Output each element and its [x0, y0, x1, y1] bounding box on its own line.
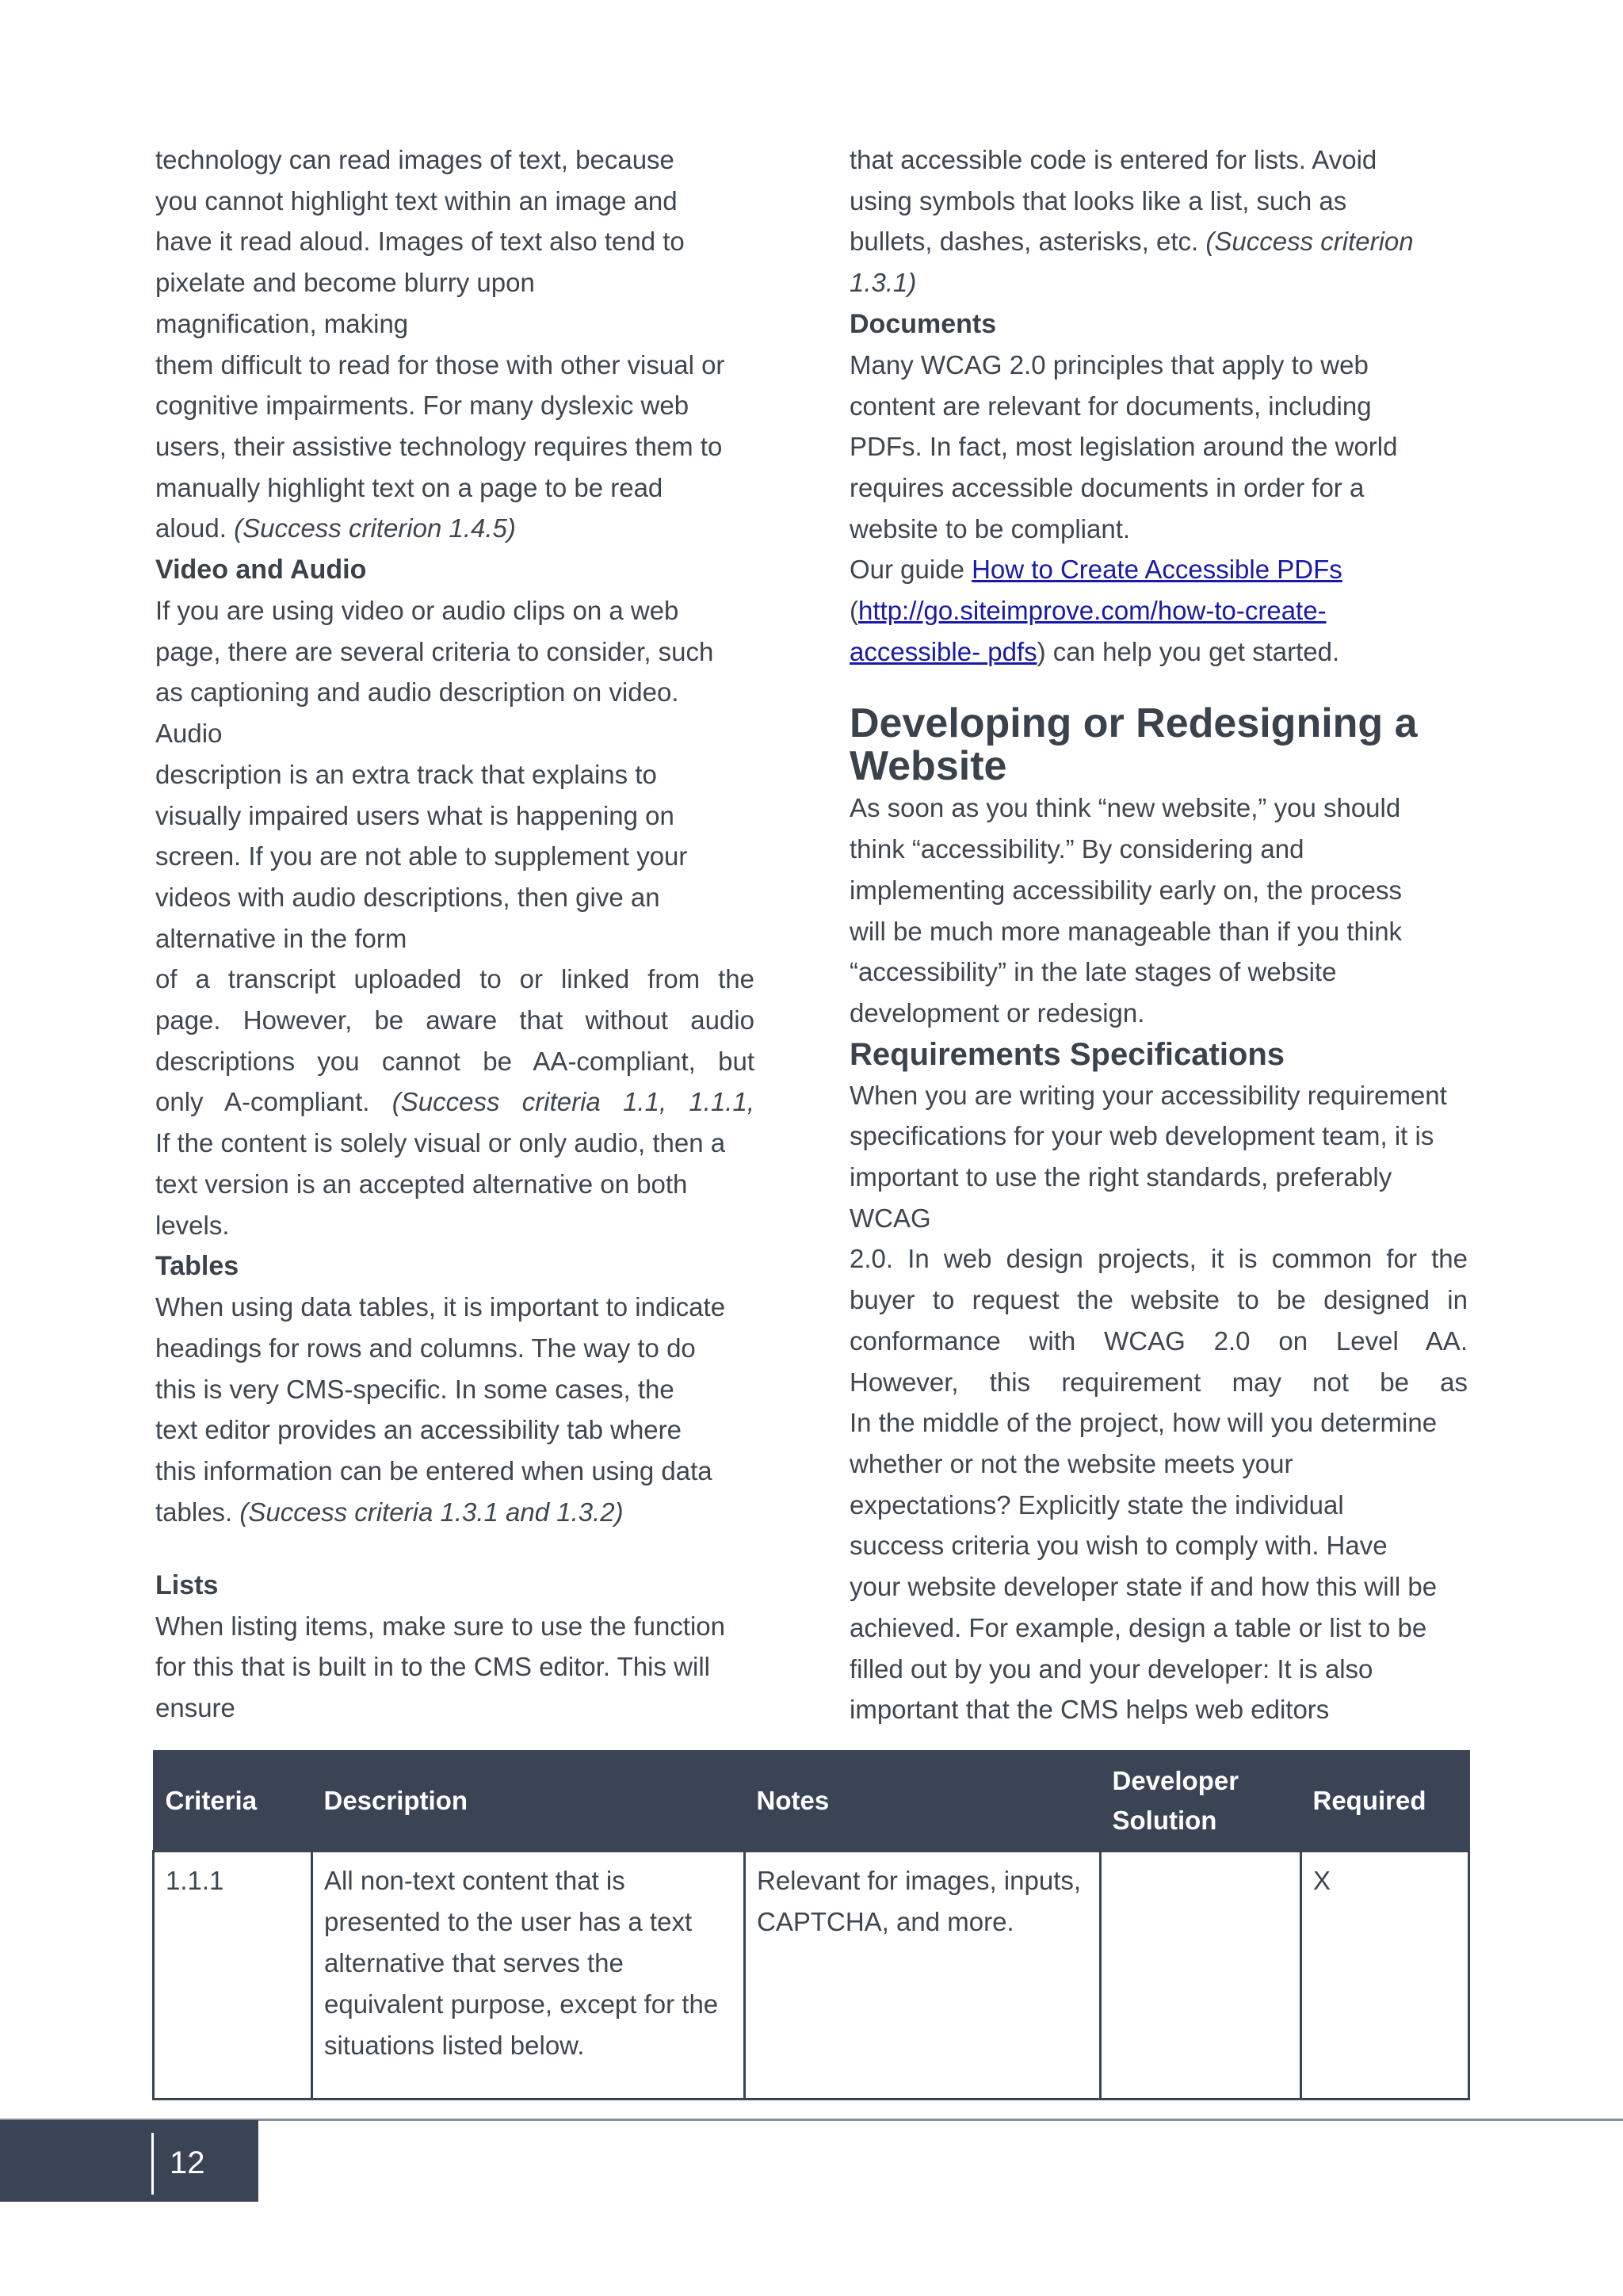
section-heading: Developing or Redesigning a Website — [850, 700, 1418, 790]
column-header-description: Description — [312, 1751, 745, 1852]
paragraph-tables — [155, 1287, 754, 1532]
text-line: alternative in the form — [155, 923, 407, 953]
table-row — [154, 1852, 1469, 2100]
text-line: If you are using video or audio clips on a web — [155, 596, 679, 626]
text-line: content are relevant for documents, including — [850, 391, 1372, 421]
text-line: specifications for your web development team, it is — [850, 1121, 1434, 1151]
text-line: PDFs. In fact, most legislation around the world — [850, 432, 1398, 462]
column-header-notes: Notes — [745, 1751, 1101, 1852]
cell-notes: Relevant for images, inputs, CAPTCHA, and more. — [745, 1852, 1101, 2100]
table-header — [154, 1751, 1469, 1852]
text-line: screen. If you are not able to supplement your — [155, 841, 688, 871]
text-span: aloud. — [155, 513, 235, 543]
text-line: think “accessibility.” By considering and — [850, 834, 1304, 864]
text-span: ( — [850, 596, 858, 626]
text-line — [850, 631, 1468, 673]
guide-url-link[interactable]: http://go.siteimprove.com/how-to-create- — [858, 596, 1327, 626]
heading-documents: Documents — [850, 308, 997, 339]
text-line: However, this requirement may not be as — [850, 1367, 1468, 1397]
text-line: as captioning and audio description on video. — [155, 677, 679, 707]
spacer — [155, 1533, 754, 1565]
text-line: manually highlight text on a page to be read — [155, 472, 663, 502]
paragraph-requirements — [850, 1075, 1468, 1403]
text-line: users, their assistive technology requires them to — [155, 431, 723, 461]
text-line: Audio — [155, 719, 223, 749]
heading-requirements: Requirements Specifications — [850, 1036, 1285, 1072]
text-line: will be much more manageable than if you think — [850, 916, 1403, 946]
text-line: achieved. For example, design a table or list to be — [850, 1612, 1427, 1642]
paragraph-image-text — [155, 139, 754, 549]
text-span: tables. — [155, 1497, 240, 1527]
success-criterion-citation: 1.3.1) — [850, 268, 917, 298]
text-line: requires accessible documents in order for a — [850, 472, 1365, 502]
text-line: technology can read images of text, because — [155, 145, 674, 174]
text-line: for this that is built in to the CMS editor. This will — [155, 1652, 711, 1682]
text-line: filled out by you and your developer: It is also — [850, 1653, 1373, 1684]
text-line — [850, 262, 1468, 303]
text-line — [155, 1492, 754, 1533]
text-span: Our guide — [850, 555, 972, 585]
cell-description: All non-text content that is presented to the user has a text alternative that serves the equivalent purpose, except for the situations listed below. — [312, 1852, 745, 2100]
success-criteria-citation: (Success criteria 1.3.1 and 1.3.2) — [239, 1497, 624, 1527]
text-line: expectations? Explicitly state the individual — [850, 1489, 1344, 1520]
text-line: When listing items, make sure to use the function — [155, 1611, 726, 1641]
paragraph-video-audio — [155, 590, 754, 1123]
text-line: Many WCAG 2.0 principles that apply to web — [850, 349, 1369, 379]
column-header-criteria: Criteria — [154, 1751, 312, 1852]
text-line: success criteria you wish to comply with. Have — [850, 1531, 1388, 1561]
text-line: text version is an accepted alternative on both — [155, 1169, 688, 1199]
text-line: videos with audio descriptions, then give an — [155, 882, 660, 912]
text-line — [850, 221, 1468, 262]
text-line: page. However, be aware that without audio — [155, 1005, 754, 1035]
paragraph-lists — [155, 1606, 754, 1729]
text-line: website to be compliant. — [850, 513, 1131, 543]
paragraph-project-middle — [850, 1402, 1468, 1730]
heading-video-audio: Video and Audio — [155, 555, 367, 585]
table-header-row — [154, 1751, 1469, 1852]
cell-developer-solution — [1101, 1852, 1301, 2100]
guide-url-link[interactable]: accessible- — [850, 636, 988, 666]
text-line — [850, 590, 1468, 631]
text-line: your website developer state if and how this will be — [850, 1572, 1438, 1602]
text-line: As soon as you think “new website,” you should — [850, 793, 1401, 823]
cell-criteria: 1.1.1 — [154, 1852, 312, 2100]
text-line: pixelate and become blurry upon — [155, 268, 535, 298]
page-number: 12 — [170, 2145, 205, 2180]
success-criteria-citation: (Success criteria 1.1, 1.1.1, — [391, 1087, 754, 1117]
text-line: magnification, making — [155, 308, 409, 338]
page-number-block — [0, 2120, 258, 2202]
text-line: have it read aloud. Images of text also tend to — [155, 227, 685, 257]
text-span: ) can help you get started. — [1037, 636, 1340, 666]
page-number-accent-bar — [151, 2133, 154, 2195]
text-span: bullets, dashes, asterisks, etc. — [850, 227, 1206, 257]
text-line — [850, 549, 1468, 590]
column-header-developer-solution: Developer Solution — [1101, 1751, 1301, 1852]
text-line: you cannot highlight text within an image and — [155, 185, 678, 215]
guide-url-link[interactable]: pdfs — [987, 636, 1037, 666]
text-line: this information can be entered when using data — [155, 1456, 712, 1486]
text-line: visually impaired users what is happening on — [155, 800, 674, 830]
text-line: cognitive impairments. For many dyslexic web — [155, 391, 689, 421]
text-line: using symbols that looks like a list, such as — [850, 185, 1347, 215]
text-line: text editor provides an accessibility tab where — [155, 1415, 682, 1445]
cell-required: X — [1301, 1852, 1469, 2100]
paragraph-new-website — [850, 788, 1468, 1033]
heading-tables: Tables — [155, 1251, 239, 1282]
text-span: only A-compliant. — [155, 1087, 392, 1117]
text-line: If the content is solely visual or only audio, then a — [155, 1128, 726, 1158]
text-line: of a transcript uploaded to or linked from the — [155, 964, 754, 994]
text-line: that accessible code is entered for lists. Avoid — [850, 145, 1377, 174]
text-line: whether or not the website meets your — [850, 1448, 1293, 1478]
success-criterion-citation: (Success criterion 1.4.5) — [234, 513, 516, 543]
text-line: conformance with WCAG 2.0 on Level AA. — [850, 1325, 1468, 1356]
text-line — [155, 508, 754, 549]
text-line: them difficult to read for those with other visual or — [155, 349, 725, 379]
text-line: When using data tables, it is important to indicate — [155, 1292, 726, 1322]
text-line: development or redesign. — [850, 997, 1145, 1028]
heading-lists: Lists — [155, 1569, 219, 1600]
text-line — [155, 1081, 754, 1123]
text-line: descriptions you cannot be AA-compliant, but — [155, 1046, 754, 1076]
text-line: page, there are several criteria to consider, such — [155, 636, 714, 666]
text-line: WCAG — [850, 1203, 931, 1233]
paragraph-transcript-alternative — [155, 1123, 754, 1245]
requirements-table — [152, 1750, 1470, 2100]
text-line: implementing accessibility early on, the process — [850, 875, 1402, 905]
paragraph-lists-continued — [850, 139, 1468, 303]
text-line: description is an extra track that explains to — [155, 759, 657, 789]
text-line: In the middle of the project, how will you determine — [850, 1408, 1438, 1438]
text-line: buyer to request the website to be designed in — [850, 1285, 1468, 1315]
success-criterion-citation: (Success criterion — [1205, 227, 1414, 257]
text-line: this is very CMS-specific. In some cases, the — [155, 1374, 674, 1404]
text-line: levels. — [155, 1210, 230, 1240]
text-line: headings for rows and columns. The way to do — [155, 1333, 696, 1363]
column-header-required: Required — [1301, 1751, 1469, 1852]
text-line: When you are writing your accessibility requirement — [850, 1080, 1447, 1110]
right-column — [850, 139, 1468, 1730]
text-line: 2.0. In web design projects, it is common for the — [850, 1244, 1468, 1274]
text-line: important that the CMS helps web editors — [850, 1695, 1330, 1725]
left-column — [155, 139, 754, 1729]
spacer — [850, 672, 1468, 702]
text-line: “accessibility” in the late stages of website — [850, 957, 1337, 987]
text-line: important to use the right standards, preferably — [850, 1162, 1392, 1192]
guide-link[interactable]: How to Create Accessible PDFs — [972, 555, 1342, 585]
paragraph-documents — [850, 345, 1468, 673]
text-line: ensure — [155, 1692, 235, 1722]
